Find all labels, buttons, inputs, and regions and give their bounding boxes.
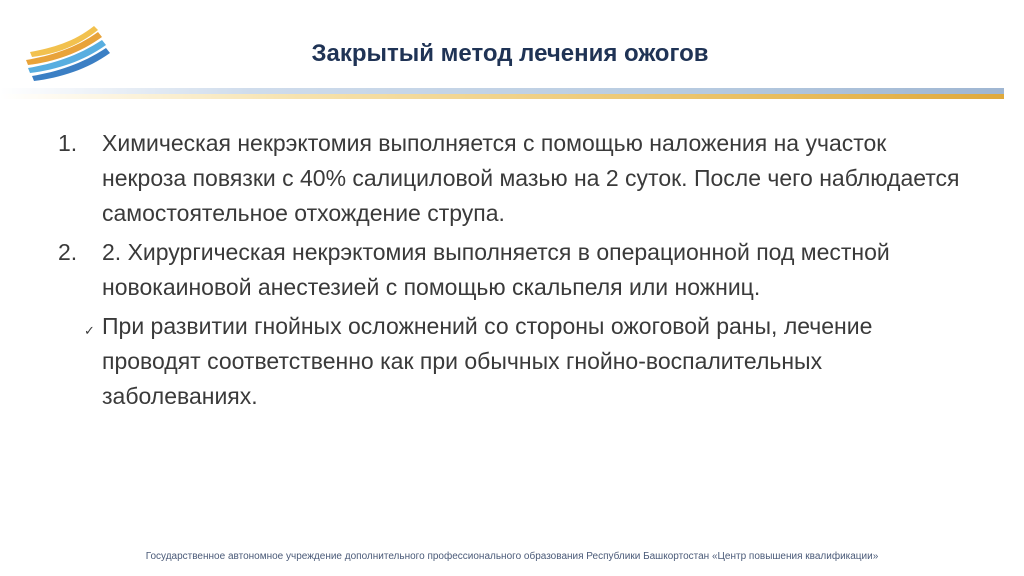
list-item-text: 2. Хирургическая некрэктомия выполняется в операционной под местной новокаиновой анестезией с помощью скальпеля или ножниц. <box>102 239 890 300</box>
sub-list-item-text: При развитии гнойных осложнений со стороны ожоговой раны, лечение проводят соответственно как при обычных гнойно-воспалительных заболеваниях. <box>102 313 873 409</box>
slide-title: Закрытый метод лечения ожогов <box>311 40 709 67</box>
footer-caption: Государственное автономное учреждение дополнительного профессионального образования Республики Башкортостан «Центр повышения квалификации» <box>145 551 879 562</box>
sub-list-item <box>58 309 968 414</box>
header-divider <box>0 88 1004 102</box>
list-item-number: 2. <box>58 239 78 265</box>
checkmark-icon: ✓ <box>84 323 95 338</box>
list-item-text: Химическая некрэктомия выполняется с помощью наложения на участок некроза повязки с 40% салициловой мазью на 2 суток. После чего наблюдается самостоятельное отхождение струпа. <box>102 130 960 226</box>
list-item <box>58 235 968 305</box>
book-pages-logo-icon <box>22 22 118 82</box>
slide-content <box>58 126 968 414</box>
list-item-number: 1. <box>58 130 78 156</box>
header-divider-gold-band <box>0 94 1004 99</box>
list-item <box>58 126 968 231</box>
